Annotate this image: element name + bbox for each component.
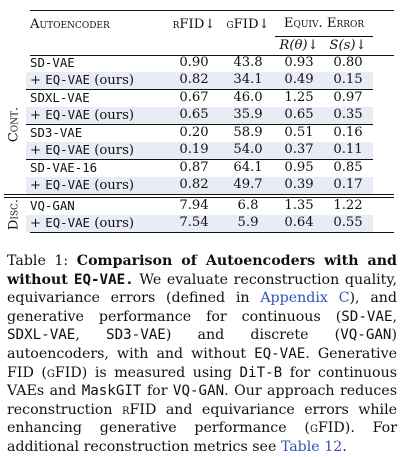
table-row — [4, 55, 373, 72]
row-r-theta: 0.37 — [275, 142, 323, 160]
table-top-rule — [30, 10, 394, 11]
caption-label: Table 1: — [7, 253, 69, 269]
discrete-group — [4, 194, 373, 231]
header-s-s: S(s)↓ — [329, 38, 367, 53]
row-gfid: 5.9 — [221, 215, 275, 233]
row-rfid: 0.65 — [167, 107, 221, 125]
row-rfid: 0.82 — [167, 177, 221, 195]
caption-title: Comparison of Autoencoders with and without EQ-VAE. — [7, 253, 397, 288]
row-rfid: 0.90 — [179, 55, 209, 70]
row-s-s: 0.85 — [323, 160, 373, 177]
row-r-theta: 0.95 — [275, 160, 323, 177]
row-r-theta: 0.51 — [275, 125, 323, 142]
table-rule-header — [30, 55, 394, 56]
row-r-theta: 1.25 — [275, 90, 323, 107]
row-r-theta: 0.64 — [275, 215, 323, 233]
table-row — [4, 142, 373, 160]
table-double-rule-bottom — [4, 197, 394, 198]
row-s-s: 0.17 — [323, 177, 373, 195]
header-equiv-error — [275, 12, 373, 37]
header-equiv-error-label: Equiv. Error — [275, 12, 373, 37]
table-row — [4, 107, 373, 125]
autoencoder-table — [4, 12, 373, 231]
row-rfid: 0.20 — [167, 125, 221, 142]
table-row — [4, 72, 373, 90]
table-row — [4, 125, 373, 142]
row-name: + EQ-VAE (ours) — [26, 142, 167, 160]
table-row — [4, 177, 373, 195]
row-name: SDXL-VAE — [26, 90, 167, 107]
row-gfid: 49.7 — [221, 177, 275, 195]
row-r-theta: 1.35 — [284, 198, 314, 213]
row-gfid: 34.1 — [221, 72, 275, 90]
row-name: + EQ-VAE (ours) — [26, 72, 167, 90]
row-gfid: 35.9 — [221, 107, 275, 125]
row-rfid: 0.19 — [167, 142, 221, 160]
row-gfid: 6.8 — [237, 198, 259, 213]
row-gfid: 58.9 — [221, 125, 275, 142]
row-name: SD-VAE-16 — [26, 160, 167, 177]
header-autoencoder: Autoencoder — [30, 16, 110, 32]
row-gfid: 54.0 — [221, 142, 275, 160]
row-s-s: 0.11 — [323, 142, 373, 160]
row-name: SD3-VAE — [26, 125, 167, 142]
appendix-c-link[interactable]: Appendix C — [260, 290, 350, 307]
row-gfid: 64.1 — [221, 160, 275, 177]
table-12-link[interactable]: Table 12 — [280, 438, 343, 455]
row-rfid: 0.82 — [167, 72, 221, 90]
table-caption: Table 1: Comparison of Autoencoders with and without EQ-VAE. We evaluate reconstruction quality, equivariance errors (defined in Appendix C), and generative performance for continuous (SD-VAE, SDXL-VAE, SD3-VAE) and discrete (VQ-GAN) autoencoders, with and without EQ-VAE. Generative FID (gFID) is measured using DiT-B for continuous VAEs and MaskGIT for VQ-GAN. Our approach reduces reconstruction rFID and equivariance errors while enhancing generative performance (gFID). For additional reconstruction metrics see Table 12. — [7, 253, 398, 455]
row-rfid: 7.54 — [167, 215, 221, 233]
header-r-theta: R(θ)↓ — [279, 38, 319, 53]
row-s-s: 0.15 — [323, 72, 373, 90]
continuous-group — [4, 55, 373, 194]
table-row — [4, 198, 373, 215]
row-s-s: 0.97 — [323, 90, 373, 107]
row-rfid: 7.94 — [179, 198, 209, 213]
row-s-s: 0.35 — [323, 107, 373, 125]
row-gfid: 46.0 — [221, 90, 275, 107]
row-r-theta: 0.65 — [275, 107, 323, 125]
row-s-s: 0.80 — [333, 55, 363, 70]
row-r-theta: 0.39 — [275, 177, 323, 195]
row-name: + EQ-VAE (ours) — [26, 215, 167, 233]
header-gfid: gFID↓ — [226, 16, 270, 32]
row-name: + EQ-VAE (ours) — [26, 107, 167, 125]
row-rfid: 0.67 — [167, 90, 221, 107]
table-row — [4, 215, 373, 233]
row-gfid: 43.8 — [233, 55, 263, 70]
row-s-s: 0.16 — [323, 125, 373, 142]
group-label-disc: Disc. — [6, 198, 22, 231]
row-name: VQ-GAN — [30, 198, 75, 213]
table-bottom-rule — [30, 232, 394, 233]
table-row — [4, 90, 373, 107]
row-s-s: 0.55 — [323, 215, 373, 233]
row-r-theta: 0.93 — [284, 55, 314, 70]
header-rfid: rFID↓ — [172, 16, 216, 32]
row-s-s: 1.22 — [333, 198, 363, 213]
group-label-cont: Cont. — [6, 106, 22, 142]
row-name: SD-VAE — [30, 55, 75, 70]
row-r-theta: 0.49 — [275, 72, 323, 90]
table-double-rule-top — [4, 194, 394, 195]
row-name: + EQ-VAE (ours) — [26, 177, 167, 195]
row-rfid: 0.87 — [167, 160, 221, 177]
table-row — [4, 160, 373, 177]
